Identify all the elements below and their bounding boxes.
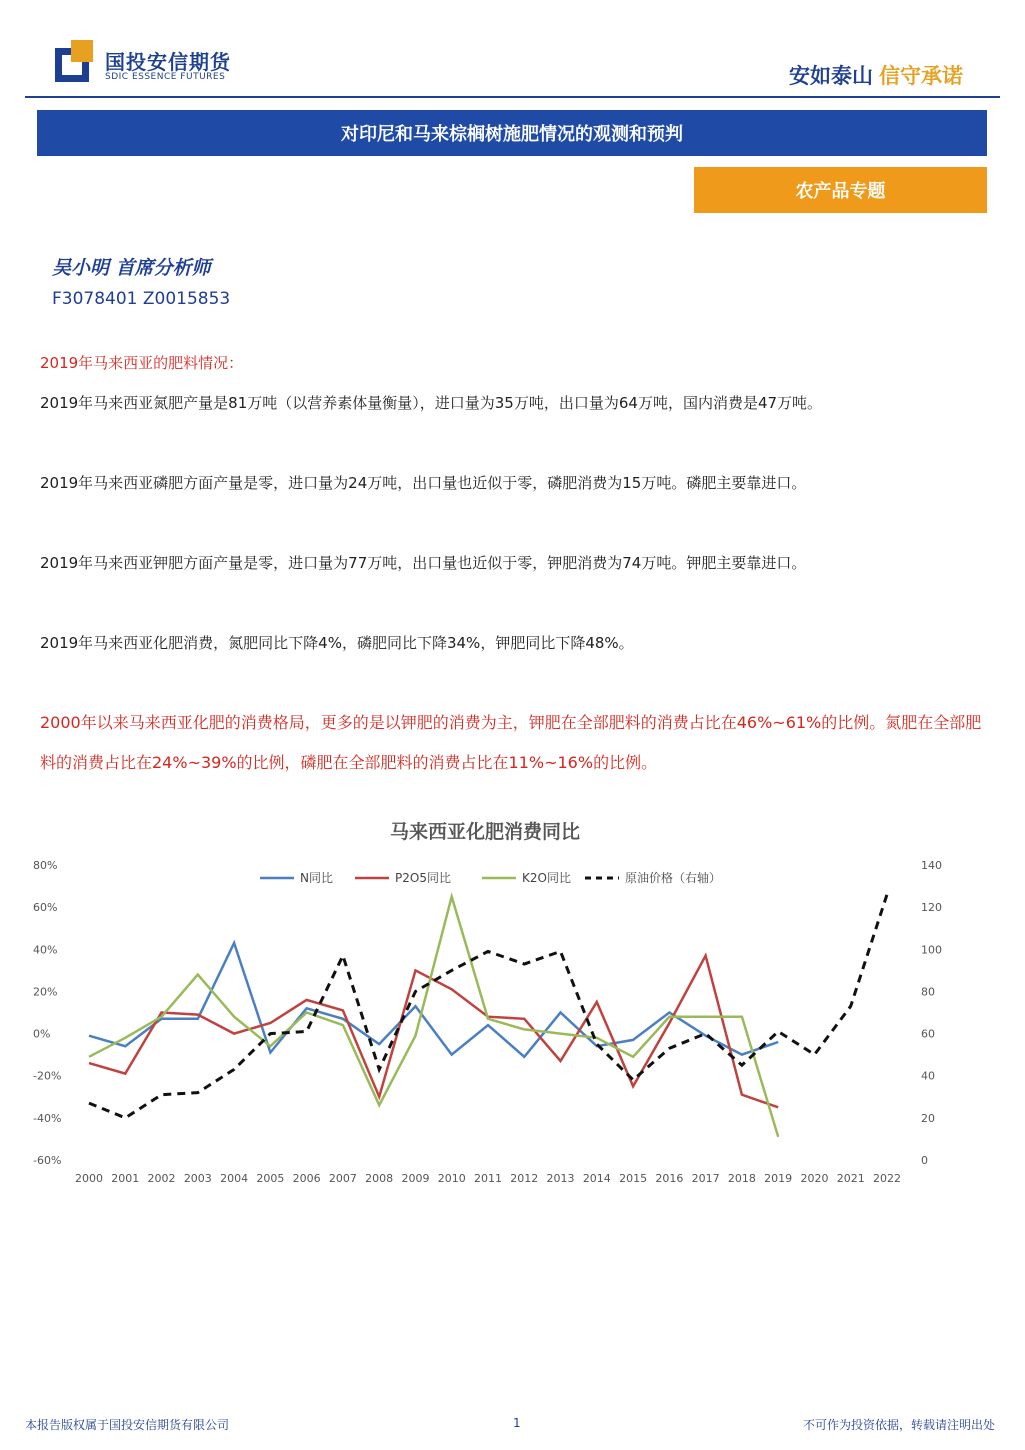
x-axis-tick-label: 2001 xyxy=(111,1172,140,1185)
paragraph-nitrogen: 2019年马来西亚氮肥产量是81万吨（以营养素体量衡量），进口量为35万吨，出口量为64万吨，国内消费是47万吨。 xyxy=(40,394,823,412)
x-axis-tick-label: 2012 xyxy=(510,1172,539,1185)
company-name-en: SDIC ESSENCE FUTURES xyxy=(105,72,226,82)
x-axis-tick-label: 2020 xyxy=(800,1172,829,1185)
legend-label: P2O5同比 xyxy=(395,871,451,885)
left-axis-tick-label: 0% xyxy=(33,1027,51,1041)
section-heading: 2019年马来西亚的肥料情况： xyxy=(40,354,244,372)
author-name: 吴小明 首席分析师 xyxy=(52,257,211,279)
right-axis-tick-label: 20 xyxy=(921,1111,935,1125)
right-axis-tick-label: 80 xyxy=(921,985,935,999)
legend-label: 原油价格（右轴） xyxy=(625,871,722,885)
x-axis-tick-label: 2018 xyxy=(727,1172,756,1185)
legend-label: K2O同比 xyxy=(522,871,571,885)
chart-title: 马来西亚化肥消费同比 xyxy=(389,821,581,843)
x-axis-tick-label: 2016 xyxy=(655,1172,684,1185)
left-axis-tick-label: 60% xyxy=(33,901,58,915)
right-axis-tick-label: 0 xyxy=(921,1154,928,1167)
footer-copyright: 本报告版权属于国投安信期货有限公司 xyxy=(25,1418,230,1432)
x-axis-tick-label: 2017 xyxy=(691,1172,720,1185)
right-axis-tick-label: 140 xyxy=(921,859,942,872)
legend-label: N同比 xyxy=(300,871,333,885)
x-axis-tick-label: 2004 xyxy=(220,1172,249,1185)
fertilizer-chart-svg xyxy=(25,810,965,1200)
page-header xyxy=(0,0,1025,100)
right-axis-tick-label: 40 xyxy=(921,1069,935,1083)
left-axis-tick-label: 40% xyxy=(33,943,58,957)
x-axis-tick-label: 2000 xyxy=(75,1172,103,1185)
x-axis-tick-label: 2005 xyxy=(256,1172,285,1185)
right-axis-tick-label: 60 xyxy=(921,1027,935,1041)
x-axis-tick-label: 2014 xyxy=(582,1172,611,1185)
x-axis-tick-label: 2022 xyxy=(873,1172,901,1185)
x-axis-tick-label: 2019 xyxy=(764,1172,793,1185)
page-number: 1 xyxy=(513,1416,521,1430)
right-axis-tick-label: 120 xyxy=(921,901,942,915)
right-axis-tick-label: 100 xyxy=(921,943,942,957)
x-axis-tick-label: 2006 xyxy=(292,1172,321,1185)
left-axis-tick-label: 80% xyxy=(33,859,58,872)
fertilizer-chart xyxy=(25,810,965,1200)
left-axis-tick-label: -20% xyxy=(33,1069,62,1083)
slogan-part1: 安如泰山 xyxy=(789,64,873,88)
paragraph-phosphate: 2019年马来西亚磷肥方面产量是零，进口量为24万吨，出口量也近似于零，磷肥消费为15万吨。磷肥主要靠进口。 xyxy=(40,474,807,492)
x-axis-tick-label: 2015 xyxy=(619,1172,648,1185)
company-logo-icon xyxy=(55,40,97,82)
x-axis-tick-label: 2013 xyxy=(546,1172,575,1185)
x-axis-tick-label: 2008 xyxy=(365,1172,394,1185)
x-axis-tick-label: 2010 xyxy=(437,1172,466,1185)
series-line-2 xyxy=(89,897,778,1137)
header-divider xyxy=(25,96,1000,98)
report-category-tag: 农产品专题 xyxy=(694,167,987,213)
footer-disclaimer: 不可作为投资依据，转载请注明出处 xyxy=(802,1418,995,1432)
paragraph-consumption: 2019年马来西亚化肥消费，氮肥同比下降4%，磷肥同比下降34%，钾肥同比下降48%。 xyxy=(40,634,634,652)
x-axis-tick-label: 2011 xyxy=(474,1172,502,1185)
x-axis-tick-label: 2007 xyxy=(328,1172,357,1185)
left-axis-tick-label: -40% xyxy=(33,1111,62,1125)
slogan-part2: 信守承诺 xyxy=(879,64,963,88)
slogan xyxy=(789,60,963,90)
author-certificates: F3078401 Z0015853 xyxy=(52,289,231,309)
series-line-3 xyxy=(89,895,887,1118)
left-axis-tick-label: 20% xyxy=(33,985,58,999)
page-footer xyxy=(0,1416,1025,1436)
x-axis-tick-label: 2003 xyxy=(183,1172,212,1185)
series-line-0 xyxy=(89,943,778,1057)
company-name-cn: 国投安信期货 xyxy=(105,50,231,74)
x-axis-tick-label: 2002 xyxy=(147,1172,176,1185)
x-axis-tick-label: 2009 xyxy=(401,1172,430,1185)
report-title: 对印尼和马来棕榈树施肥情况的观测和预判 xyxy=(37,110,987,156)
x-axis-tick-label: 2021 xyxy=(836,1172,865,1185)
left-axis-tick-label: -60% xyxy=(33,1154,62,1167)
highlight-paragraph: 2000年以来马来西亚化肥的消费格局，更多的是以钾肥的消费为主，钾肥在全部肥料的消费占比在46%~61%的比例。氮肥在全部肥料的消费占比在24%~39%的比例，磷肥在全部肥料的消费占比在11%~16%的比例。 xyxy=(40,713,982,772)
paragraph-potash: 2019年马来西亚钾肥方面产量是零，进口量为77万吨，出口量也近似于零，钾肥消费为74万吨。钾肥主要靠进口。 xyxy=(40,554,807,572)
